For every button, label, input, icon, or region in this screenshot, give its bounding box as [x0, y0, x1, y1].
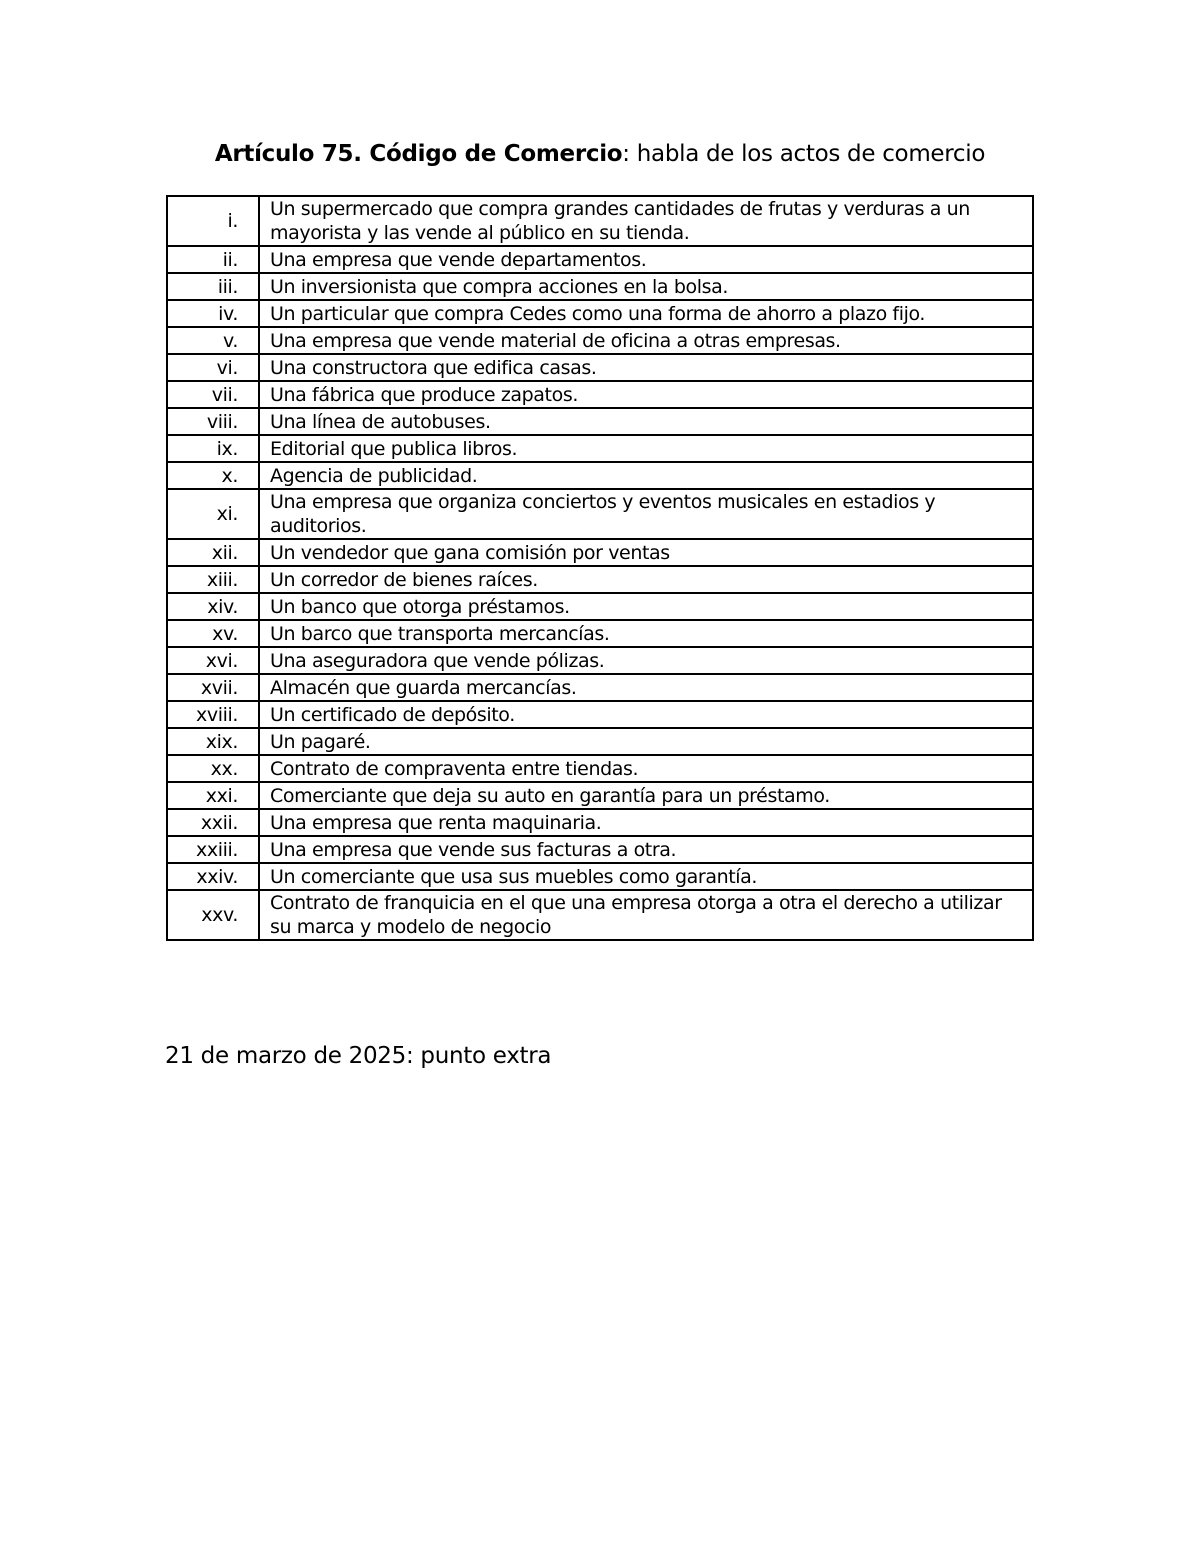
- row-description: Un barco que transporta mercancías.: [259, 620, 1033, 647]
- row-description: Almacén que guarda mercancías.: [259, 674, 1033, 701]
- table-row: [167, 782, 1033, 809]
- table-row: [167, 246, 1033, 273]
- row-description: Un corredor de bienes raíces.: [259, 566, 1033, 593]
- table-row: [167, 674, 1033, 701]
- row-number: xv.: [167, 620, 259, 647]
- table-row: [167, 836, 1033, 863]
- table-row: [167, 381, 1033, 408]
- row-number: vi.: [167, 354, 259, 381]
- title-bold: Artículo 75. Código de Comercio: [214, 141, 623, 167]
- table-row: [167, 863, 1033, 890]
- row-number: xi.: [167, 489, 259, 539]
- row-description: Editorial que publica libros.: [259, 435, 1033, 462]
- row-description: Una empresa que vende departamentos.: [259, 246, 1033, 273]
- table-row: [167, 408, 1033, 435]
- row-number: ix.: [167, 435, 259, 462]
- table-row: [167, 462, 1033, 489]
- row-description: Una empresa que renta maquinaria.: [259, 809, 1033, 836]
- footer-note: 21 de marzo de 2025: punto extra: [165, 1043, 552, 1069]
- row-number: xvii.: [167, 674, 259, 701]
- table-row: [167, 566, 1033, 593]
- row-description: Una línea de autobuses.: [259, 408, 1033, 435]
- row-description: Una empresa que vende sus facturas a otra.: [259, 836, 1033, 863]
- table-row: [167, 620, 1033, 647]
- row-number: xxv.: [167, 890, 259, 940]
- row-number: xx.: [167, 755, 259, 782]
- row-number: xxiv.: [167, 863, 259, 890]
- row-number: viii.: [167, 408, 259, 435]
- table-row: [167, 300, 1033, 327]
- table-row: [167, 489, 1033, 539]
- table-row: [167, 327, 1033, 354]
- row-description: Una fábrica que produce zapatos.: [259, 381, 1033, 408]
- table-row: [167, 728, 1033, 755]
- row-description: Contrato de compraventa entre tiendas.: [259, 755, 1033, 782]
- row-number: iii.: [167, 273, 259, 300]
- title-separator: :: [622, 141, 630, 167]
- title-rest: habla de los actos de comercio: [629, 141, 986, 167]
- row-description: Una empresa que organiza conciertos y eventos musicales en estadios y auditorios.: [259, 489, 1033, 539]
- row-number: ii.: [167, 246, 259, 273]
- table-row: [167, 593, 1033, 620]
- table-row: [167, 890, 1033, 940]
- row-description: Un comerciante que usa sus muebles como garantía.: [259, 863, 1033, 890]
- row-description: Un supermercado que compra grandes cantidades de frutas y verduras a un mayorista y las vende al público en su tienda.: [259, 196, 1033, 246]
- row-description: Un certificado de depósito.: [259, 701, 1033, 728]
- table-row: [167, 435, 1033, 462]
- row-description: Un particular que compra Cedes como una forma de ahorro a plazo fijo.: [259, 300, 1033, 327]
- row-number: iv.: [167, 300, 259, 327]
- row-number: xxiii.: [167, 836, 259, 863]
- table-row: [167, 809, 1033, 836]
- row-description: Agencia de publicidad.: [259, 462, 1033, 489]
- row-description: Una constructora que edifica casas.: [259, 354, 1033, 381]
- row-number: xxi.: [167, 782, 259, 809]
- row-description: Una aseguradora que vende pólizas.: [259, 647, 1033, 674]
- acts-table-body: [167, 196, 1033, 940]
- row-description: Comerciante que deja su auto en garantía para un préstamo.: [259, 782, 1033, 809]
- row-description: Una empresa que vende material de oficina a otras empresas.: [259, 327, 1033, 354]
- row-number: xiv.: [167, 593, 259, 620]
- table-row: [167, 701, 1033, 728]
- row-description: Un banco que otorga préstamos.: [259, 593, 1033, 620]
- page-title: [0, 136, 1200, 172]
- table-row: [167, 755, 1033, 782]
- table-row: [167, 647, 1033, 674]
- row-number: xvi.: [167, 647, 259, 674]
- row-description: Un pagaré.: [259, 728, 1033, 755]
- row-number: i.: [167, 196, 259, 246]
- row-number: vii.: [167, 381, 259, 408]
- row-description: Un inversionista que compra acciones en la bolsa.: [259, 273, 1033, 300]
- row-number: xix.: [167, 728, 259, 755]
- table-row: [167, 539, 1033, 566]
- row-number: xviii.: [167, 701, 259, 728]
- row-number: v.: [167, 327, 259, 354]
- row-description: Contrato de franquicia en el que una empresa otorga a otra el derecho a utilizar su marca y modelo de negocio: [259, 890, 1033, 940]
- row-number: xxii.: [167, 809, 259, 836]
- row-number: x.: [167, 462, 259, 489]
- table-row: [167, 354, 1033, 381]
- table-row: [167, 273, 1033, 300]
- acts-table: [166, 195, 1034, 941]
- row-number: xiii.: [167, 566, 259, 593]
- row-number: xii.: [167, 539, 259, 566]
- row-description: Un vendedor que gana comisión por ventas: [259, 539, 1033, 566]
- table-row: [167, 196, 1033, 246]
